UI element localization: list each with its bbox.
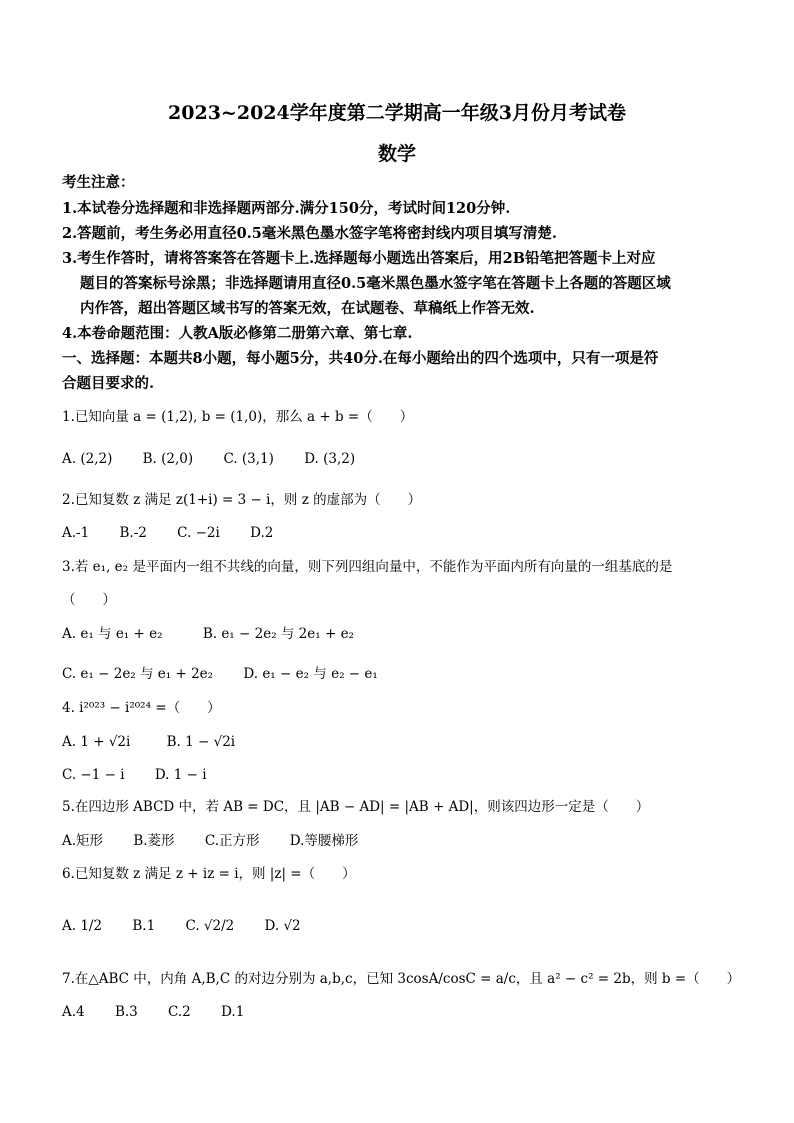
question-4-options-row2 xyxy=(62,766,207,784)
question-1-options xyxy=(62,450,355,468)
option-d: D.等腰梯形 xyxy=(289,833,359,849)
exam-subject: 数学 xyxy=(377,143,416,165)
option-c: C. e₁ − 2e₂ 与 e₁ + 2e₂ xyxy=(62,666,214,682)
option-d: D. 1 − i xyxy=(154,767,207,783)
question-4-stem: 4. i²⁰²³ − i²⁰²⁴ =（ ） xyxy=(62,700,221,716)
option-b: B. 1 − √2i xyxy=(166,734,236,750)
question-6-options xyxy=(62,917,301,935)
option-d: D. e₁ − e₂ 与 e₂ − e₁ xyxy=(243,666,378,682)
option-d: D.2 xyxy=(250,525,274,541)
notice-item: 题目的答案标号涂黑；非选择题请用直径0.5毫米黑色墨水签字笔在答题卡上各题的答题区域 xyxy=(80,275,671,292)
option-d: D. (3,2) xyxy=(304,451,356,467)
section-heading: 一、选择题：本题共8小题，每小题5分，共40分.在每小题给出的四个选项中，只有一项是符 xyxy=(62,350,659,367)
option-b: B.3 xyxy=(114,1004,138,1020)
option-b: B. e₁ − 2e₂ 与 2e₁ + e₂ xyxy=(202,626,354,642)
option-b: B.-2 xyxy=(119,525,147,541)
option-c: C. √2/2 xyxy=(185,918,235,934)
question-3-options-row2 xyxy=(62,665,378,683)
option-a: A. 1/2 xyxy=(62,918,103,934)
question-6-stem: 6.已知复数 z 满足 z + iz = i，则 |z| =（ ） xyxy=(62,866,356,882)
option-a: A. e₁ 与 e₁ + e₂ xyxy=(62,626,163,642)
question-2-options xyxy=(62,524,273,542)
option-b: B.菱形 xyxy=(133,833,175,849)
option-a: A.-1 xyxy=(62,525,90,541)
option-d: D.1 xyxy=(221,1004,245,1020)
question-3-options-row1 xyxy=(62,625,354,643)
option-c: C. −2i xyxy=(177,525,220,541)
notice-item: 1.本试卷分选择题和非选择题两部分.满分150分，考试时间120分钟. xyxy=(62,200,511,217)
question-7-options xyxy=(62,1003,244,1021)
exam-title: 2023~2024学年度第二学期高一年级3月份月考试卷 xyxy=(168,102,626,124)
option-c: C.正方形 xyxy=(204,833,260,849)
notice-item: 内作答，超出答题区域书写的答案无效，在试题卷、草稿纸上作答无效. xyxy=(80,300,535,317)
option-c: C.2 xyxy=(168,1004,191,1020)
notice-heading: 考生注意： xyxy=(62,174,135,191)
question-7-stem: 7.在△ABC 中，内角 A,B,C 的对边分别为 a,b,c，已知 3cosA/cosC = a/c，且 a² − c² = 2b，则 b =（ ） xyxy=(62,971,741,987)
notice-item: 4.本卷命题范围：人教A版必修第二册第六章、第七章. xyxy=(62,325,413,342)
question-3-stem-cont: （ ） xyxy=(62,592,116,608)
option-a: A.矩形 xyxy=(62,833,104,849)
notice-item: 2.答题前，考生务必用直径0.5毫米黑色墨水签字笔将密封线内项目填写清楚. xyxy=(62,225,557,242)
question-5-options xyxy=(62,832,358,850)
question-5-stem: 5.在四边形 ABCD 中，若 AB = DC，且 |AB − AD| = |AB + AD|，则该四边形一定是（ ） xyxy=(62,799,650,815)
option-b: B. (2,0) xyxy=(142,451,194,467)
option-c: C. −1 − i xyxy=(62,767,125,783)
option-a: A. 1 + √2i xyxy=(62,734,131,750)
question-2-stem: 2.已知复数 z 满足 z(1+i) = 3 − i，则 z 的虚部为（ ） xyxy=(62,492,422,508)
option-d: D. √2 xyxy=(264,918,301,934)
option-c: C. (3,1) xyxy=(223,451,274,467)
section-heading-cont: 合题目要求的. xyxy=(62,375,155,392)
notice-item: 3.考生作答时，请将答案答在答题卡上.选择题每小题选出答案后，用2B铅笔把答题卡上对应 xyxy=(62,250,656,267)
option-a: A. (2,2) xyxy=(62,451,113,467)
option-a: A.4 xyxy=(62,1004,85,1020)
option-b: B.1 xyxy=(132,918,156,934)
question-4-options-row1 xyxy=(62,733,235,751)
question-3-stem: 3.若 e₁, e₂ 是平面内一组不共线的向量，则下列四组向量中，不能作为平面内所有向量的一组基底的是 xyxy=(62,559,673,575)
question-1-stem: 1.已知向量 a = (1,2), b = (1,0)，那么 a + b =（ ） xyxy=(62,409,414,425)
